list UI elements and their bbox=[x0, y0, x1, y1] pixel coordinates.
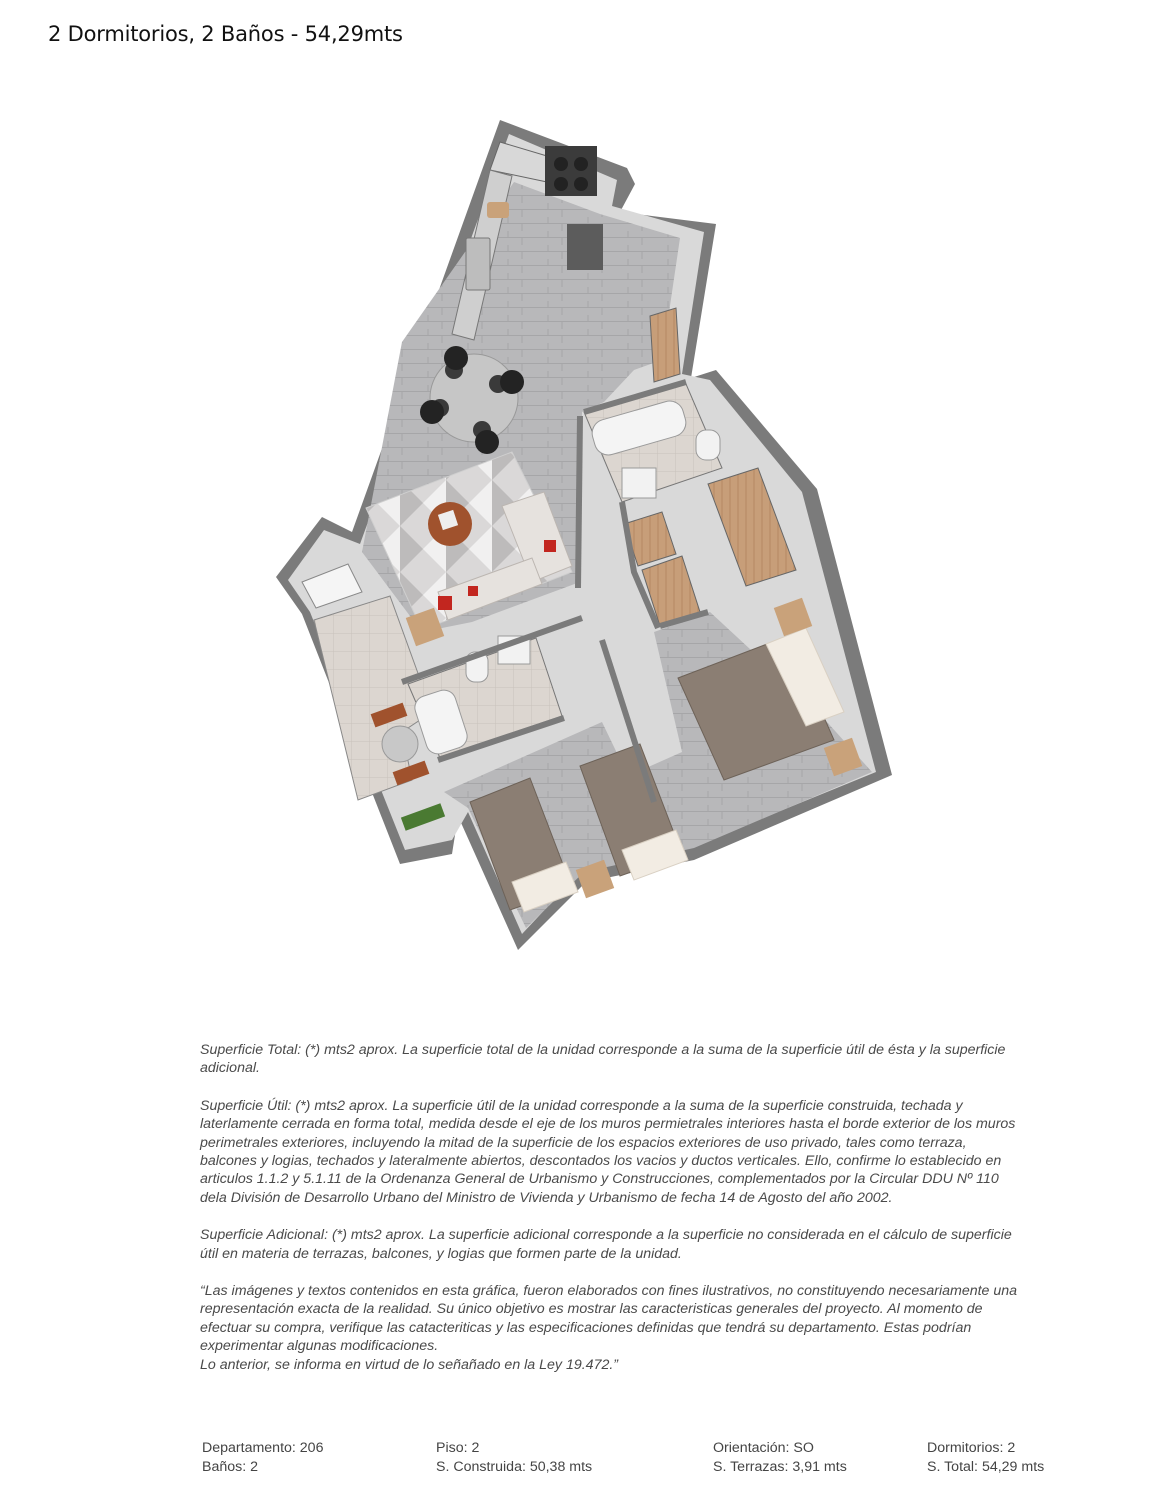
superficie-util-note: Superficie Útil: (*) mts2 aprox. La superficie útil de la unidad corresponde a la suma de la superficie construida, techada y laterlamente cerrada en forma total, medida desde el eje de los muros permietrales interiores hasta el borde exterior de los muros perimetrales exteriores, incluyendo la mitad de la superficie de los espacios exteriores de uso privado, tales como terraza, balcones y logias, techados y lateralmente abiertos, descontados los vacios y ductos verticales. Ello, confirme lo establecido en articulos 1.1.2 y 5.1.11 de la Ordenanza General de Urbanismo y Construcciones, complementados por la Circular DDU Nº 110 dela División de Desarrollo Urbano del Ministro de Vivienda y Urbanismo de fecha 14 de Agosto del año 2002. bbox=[200, 1097, 1016, 1206]
fact-s-terrazas: S. Terrazas: 3,91 mts bbox=[713, 1459, 847, 1475]
fact-departamento: Departamento: 206 bbox=[202, 1440, 324, 1456]
sink bbox=[466, 238, 490, 290]
page-title: 2 Dormitorios, 2 Baños - 54,29mts bbox=[48, 22, 403, 46]
law-reference-note: Lo anterior, se informa en virtud de lo señañado en la Ley 19.472.” bbox=[200, 1356, 619, 1373]
disclaimer-note: “Las imágenes y textos contenidos en esta gráfica, fueron elaborados con fines ilustrativos, no constituyendo necesariamente una representación exacta de la realidad. Su único objetivo es mostrar las caracteristicas generales del proyecto. Al momento de efectuar su compra, verifique las catacteriticas y las especificaciones definidas que tendrá su departamento. Estas podrían experimentar algunas modificaciones. bbox=[200, 1283, 1018, 1355]
fact-orientacion: Orientación: SO bbox=[713, 1440, 814, 1456]
fact-s-construida: S. Construida: 50,38 mts bbox=[436, 1459, 593, 1475]
fridge bbox=[567, 224, 603, 270]
superficie-adicional-note: Superficie Adicional: (*) mts2 aprox. La superficie adicional corresponde a la superficie no considerada en el cálculo de superficie útil en materia de terrazas, balcones, y logias que formen parte de la unidad. bbox=[200, 1227, 1012, 1262]
fact-banos: Baños: 2 bbox=[202, 1459, 259, 1475]
superficie-total-note: Superficie Total: (*) mts2 aprox. La superficie total de la unidad corresponde a la suma de la superficie útil de ésta y la superficie adicional. bbox=[200, 1042, 1006, 1077]
unit-facts bbox=[202, 1439, 1082, 1479]
cooktop bbox=[545, 146, 597, 196]
floor-plan bbox=[262, 112, 902, 972]
fact-s-total: S. Total: 54,29 mts bbox=[927, 1459, 1045, 1475]
legal-notes bbox=[200, 1041, 1020, 1374]
fact-piso: Piso: 2 bbox=[436, 1440, 480, 1456]
fact-dormitorios: Dormitorios: 2 bbox=[927, 1440, 1016, 1456]
